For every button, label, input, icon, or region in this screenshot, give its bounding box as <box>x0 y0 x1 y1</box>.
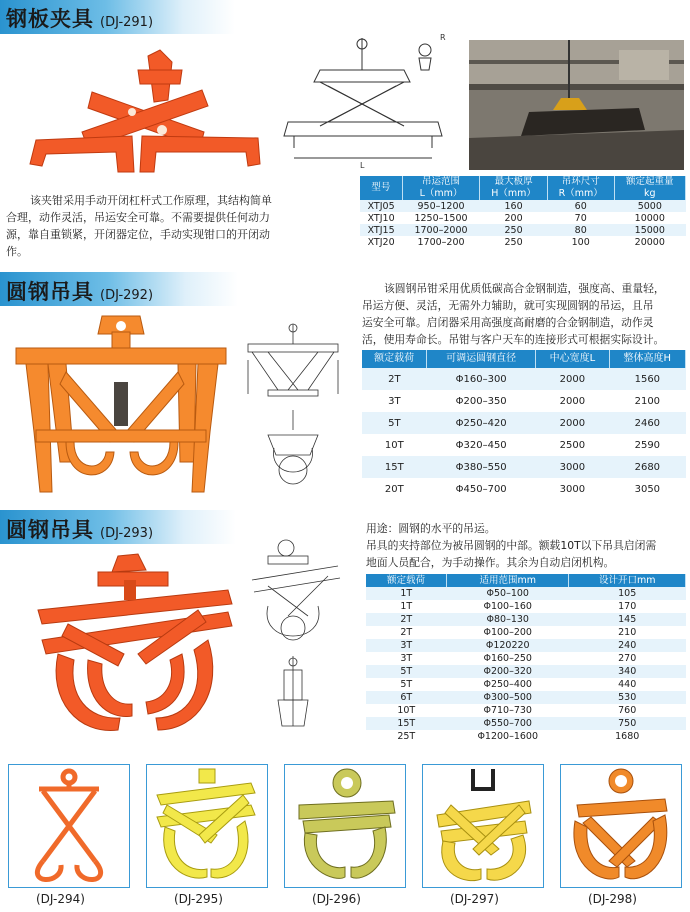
product-card <box>422 764 544 888</box>
product-photo <box>9 765 129 887</box>
product-photo <box>423 765 543 887</box>
section1-description: 该夹钳采用手动开闭杠杆式工作原理，其结构简单 合理，动作灵活，吊运安全可靠。不需要提供任何动力 源，靠自重锁紧，开闭器定位，手动实现钳口的开闭动 作。 <box>6 194 272 258</box>
plate-clamp-photo <box>22 40 267 180</box>
section3-description: 用途：圆钢的水平的吊运。 吊具的夹持部位为被吊圆钢的中部。额载10T以下吊具启闭需 地面人员配合，为手动操作。其余为自动启闭机构。 <box>366 522 657 569</box>
table-header-row: 额定载荷 可调运圆钢直径 中心宽度L 整体高度H <box>362 350 686 368</box>
section2-description: 该圆钢吊钳采用优质低碳高合金钢制造，强度高、重量轻， 吊运方便、灵活，无需外力辅助，就可实现圆钢的吊运，且吊 运安全可靠。启闭器采用高强度高耐磨的合金钢制造，动作灵 活，使用寿命长。吊钳与客户天车的连接形式可根据实际设计。 <box>362 282 665 346</box>
table-row: XTJ05 950–1200 160 60 5000 <box>360 200 686 212</box>
product-photo <box>561 765 681 887</box>
table-header-row: 额定载荷 适用范围mm 设计开口mm <box>366 574 686 587</box>
product-caption: (DJ-296) <box>312 892 361 906</box>
label-r: R <box>440 33 446 42</box>
spec-table-dj291 <box>360 176 686 248</box>
spec-table-dj293 <box>366 574 686 743</box>
table-row: 3T Φ120220 240 <box>366 639 686 652</box>
spec-table-dj292 <box>362 350 686 500</box>
product-caption: (DJ-297) <box>450 892 499 906</box>
table-row: 15T Φ380–550 3000 2680 <box>362 456 686 478</box>
product-caption: (DJ-295) <box>174 892 223 906</box>
table-row: 2T Φ100–200 210 <box>400 627 637 638</box>
round-steel-tong-2-drawing <box>248 536 348 736</box>
table-row: 2T Φ80–130 145 <box>366 613 686 626</box>
table-row: 3T Φ200–350 2000 2100 <box>388 395 661 407</box>
table-row: 6T Φ300–500 530 <box>366 691 686 704</box>
product-caption: (DJ-294) <box>36 892 85 906</box>
table-row: XTJ10 1250–1500 200 70 10000 <box>367 212 665 224</box>
section-title: 圆钢吊具 (DJ-293) <box>6 518 154 542</box>
product-card <box>146 764 268 888</box>
table-row: XTJ15 1700–2000 250 80 15000 <box>360 224 686 236</box>
table-row: 25T Φ1200–1600 1680 <box>397 731 640 742</box>
round-steel-tong-photo <box>14 312 229 497</box>
table-row: 3T Φ160–250 270 <box>400 653 637 664</box>
product-photo <box>147 765 267 887</box>
label-l: L <box>360 161 365 170</box>
table-row: 2T Φ160–300 2000 1560 <box>362 368 686 390</box>
table-row: 15T Φ550–700 750 <box>366 717 686 730</box>
table-row: 20T Φ450–700 3000 3050 <box>384 483 661 495</box>
table-row: 5T Φ250–420 2000 2460 <box>362 412 686 434</box>
factory-photo <box>469 40 684 170</box>
section-title: 钢板夹具 (DJ-291) <box>6 7 154 31</box>
table-row: 1T Φ100–160 170 <box>400 601 637 612</box>
product-card <box>560 764 682 888</box>
plate-clamp-drawing <box>280 30 450 180</box>
round-steel-tong-drawing <box>238 320 348 490</box>
table-row: 1T Φ50–100 105 <box>366 587 686 600</box>
product-card <box>8 764 130 888</box>
table-row: 10T Φ320–450 2500 2590 <box>384 439 661 451</box>
product-card <box>284 764 406 888</box>
product-photo <box>285 765 405 887</box>
table-row: 5T Φ200–320 340 <box>366 665 686 678</box>
round-steel-tong-2-photo <box>28 550 243 740</box>
table-row: 5T Φ250–400 440 <box>400 679 637 690</box>
product-caption: (DJ-298) <box>588 892 637 906</box>
table-header-row: 型号 吊运范围 L（mm） 最大板厚 H（mm） 吊环尺寸 R（mm） 额定起重量 kg <box>360 176 686 200</box>
section-title: 圆钢吊具 (DJ-292) <box>6 280 154 304</box>
table-row: 10T Φ710–730 760 <box>397 705 637 716</box>
table-row: XTJ20 1700–200 250 100 20000 <box>367 236 665 248</box>
